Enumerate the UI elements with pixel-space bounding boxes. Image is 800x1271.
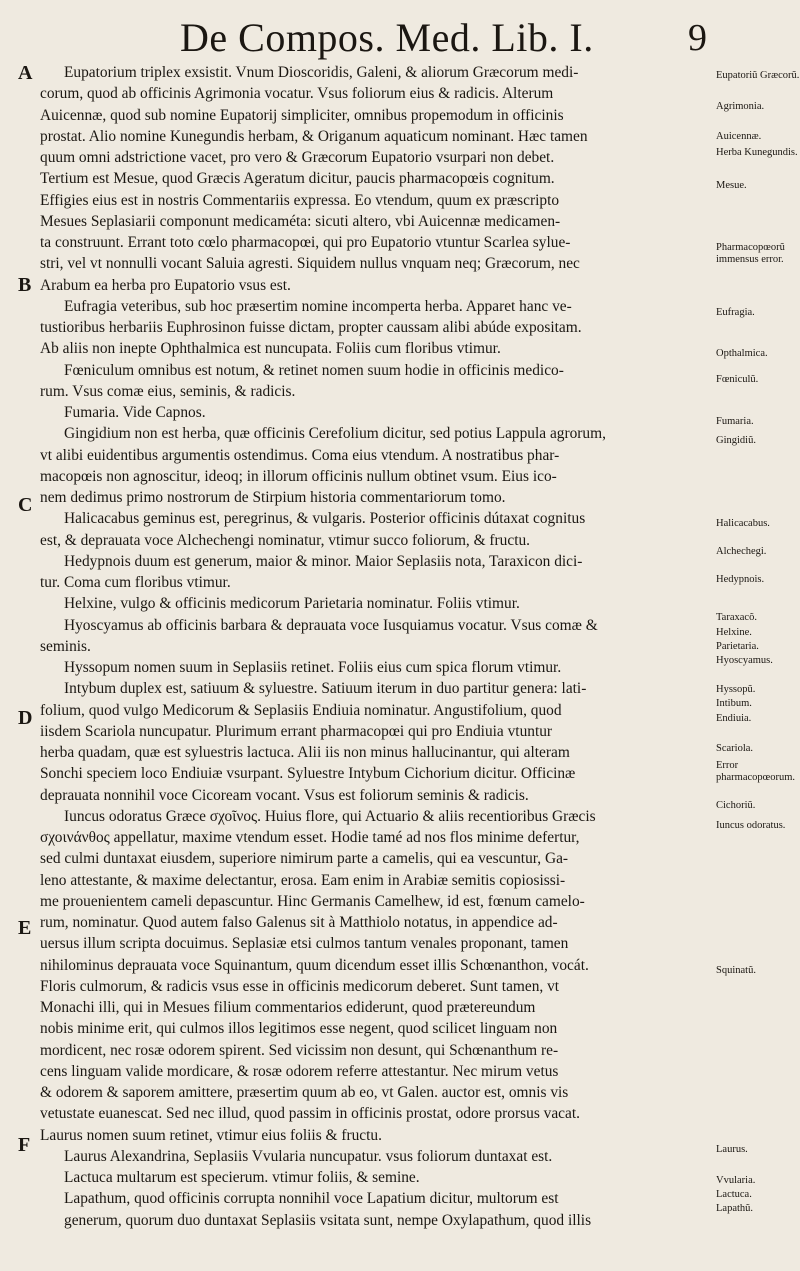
margin-note: Auicennæ.	[716, 131, 762, 142]
margin-note: Intibum.	[716, 698, 752, 709]
text-line: Eufragia veteribus, sub hoc præsertim nomine incomperta herba. Apparet hanc ve-	[64, 297, 572, 315]
text-line: Floris culmorum, & radicis vsus esse in officinis medicorum deberet. Sunt tamen, vt	[40, 977, 560, 995]
text-line: Auicennæ, quod sub nomine Eupatorij simpliciter, omnibus propemodum in officinis	[40, 106, 564, 124]
body-text	[40, 62, 712, 1252]
text-line: Laurus Alexandrina, Seplasiis Vvularia nuncupatur. vsus foliorum duntaxat est.	[64, 1147, 553, 1165]
page-number: 9	[688, 17, 707, 59]
text-line: generum, quorum duo duntaxat Seplasiis vsitata sunt, nempe Oxylapathum, quod illis	[64, 1211, 592, 1229]
text-line: prostat. Alio nomine Kunegundis herbam, & Origanum aquaticum nominant. Hæc tamen	[40, 127, 588, 145]
text-line: σχοινάνθος appellatur, maxime vtendum esset. Hodie tamé ad nos flos minime defertur,	[40, 829, 580, 846]
margin-note: Mesue.	[716, 180, 747, 191]
margin-note: Lactuca.	[716, 1189, 752, 1200]
text-line: tustioribus herbariis Euphrosinon fuisse dictam, propter caussam alibi abúde expositam.	[40, 319, 582, 336]
margin-note: Hyssopũ.	[716, 684, 756, 695]
margin-note: Iuncus odoratus.	[716, 820, 786, 831]
margin-note: Gingidiũ.	[716, 435, 756, 446]
margin-note: Halicacabus.	[716, 518, 770, 529]
margin-note: Herba Kunegundis.	[716, 147, 798, 158]
section-letter-d: D	[18, 707, 33, 729]
margin-note: Taraxacõ.	[716, 612, 757, 623]
text-line: Ab aliis non inepte Ophthalmica est nuncupata. Foliis cum floribus vtimur.	[40, 340, 501, 358]
section-letter-c: C	[18, 494, 33, 516]
text-line: leno attestante, & maxime delectantur, erosa. Eam enim in Arabiæ semitis copiosissi-	[40, 871, 566, 889]
margin-note: Laurus.	[716, 1144, 748, 1155]
text-line: Laurus nomen suum retinet, vtimur eius foliis & fructu.	[40, 1126, 382, 1144]
text-line: herba quadam, quæ est syluestris lactuca. Alii iis non minus hallucinantur, qui alteram	[40, 744, 570, 761]
margin-note: Hyoscyamus.	[716, 655, 773, 666]
margin-note: Parietaria.	[716, 641, 759, 652]
text-line: Mesues Seplasiarii componunt medicaméta: sicuti altero, vbi Auicennæ medicamen-	[40, 212, 561, 230]
margin-note: Alchechegi.	[716, 546, 767, 557]
margin-note: Fumaria.	[716, 416, 754, 427]
text-line	[40, 1231, 712, 1252]
margin-note: Eupatoriũ Græcorũ.	[716, 70, 800, 81]
text-line: Hyoscyamus ab officinis barbara & deprauata voce Iusquiamus vocatur. Vsus comæ &	[64, 616, 598, 634]
margin-note: Opthalmica.	[716, 348, 768, 359]
text-line: rum, nominatur. Quod autem falso Galenus sit à Matthiolo notatus, in appendice ad-	[40, 914, 558, 931]
margin-note: Hedypnois.	[716, 574, 765, 585]
text-line: nobis minime erit, qui culmos illos legitimos esse negent, quod scilicet linguam non	[40, 1020, 558, 1038]
text-line: Monachi illi, qui in Mesues filium commentarios ediderunt, quod prætereundum	[40, 999, 536, 1016]
text-line: Hedypnois duum est generum, maior & minor. Maior Seplasiis nota, Taraxicon dici-	[64, 552, 583, 570]
text-line: Gingidium non est herba, quæ officinis Cerefolium dicitur, sed potius Lappula agrorum,	[64, 425, 606, 443]
running-title: De Compos. Med. Lib. I.	[180, 15, 594, 60]
section-letter-b: B	[18, 274, 32, 296]
text-line: rum. Vsus comæ eius, seminis, & radicis.	[40, 382, 296, 400]
text-line: Fumaria. Vide Capnos.	[64, 404, 206, 421]
text-line: vetustate euanescat. Sed nec illud, quod passim in officinis prostat, odore prorsus vacat.	[40, 1105, 580, 1123]
text-line: nihilominus deprauata voce Squinantum, quum dicendum esset illis Schœnanthon, vocát.	[40, 956, 589, 974]
text-line: Intybum duplex est, satiuum & syluestre. Satiuum iterum in duo partitur genera: lati-	[64, 680, 587, 698]
page-header	[0, 14, 800, 62]
text-line: Iuncus odoratus Græce σχοῖνος. Huius flore, qui Actuario & aliis recentioribus Græcis	[64, 807, 596, 825]
margin-note: Squinatũ.	[716, 965, 756, 976]
text-line: est, & deprauata voce Alchechengi nominatur, vtimur succo foliorum, & fructu.	[40, 531, 531, 549]
text-line: Lapathum, quod officinis corrupta nonnihil voce Lapatium dicitur, multorum est	[64, 1190, 559, 1208]
margin-note: Lapathũ.	[716, 1203, 754, 1214]
text-line: Fœniculum omnibus est notum, & retinet nomen suum hodie in officinis medico-	[64, 361, 564, 379]
text-line: Lactuca multarum est specierum. vtimur foliis, & semine.	[64, 1169, 420, 1186]
text-line: me prouenientem cameli depascuntur. Hinc Germanis Camelhew, id est, fœnum camelo-	[40, 892, 585, 910]
text-line: nem dedimus primo nostrorum de Stirpium historia commentariorum tomo.	[40, 489, 506, 506]
text-line: tur. Coma cum floribus vtimur.	[40, 574, 231, 591]
text-line: Helxine, vulgo & officinis medicorum Parietaria nominatur. Foliis vtimur.	[64, 595, 520, 613]
text-line: ta construunt. Errant toto cœlo pharmacopœi, qui pro Eupatorio vtuntur Scarlea sylue-	[40, 234, 571, 251]
text-line: Eupatorium triplex exsistit. Vnum Dioscoridis, Galeni, & aliorum Græcorum medi-	[64, 64, 579, 81]
section-letter-f: F	[18, 1134, 31, 1156]
text-line: sed culmi duntaxat eiusdem, superiore nimirum parte a camelis, qui ea vescuntur, Ga-	[40, 850, 569, 868]
margin-note: Eufragia.	[716, 307, 755, 318]
margin-note: Scariola.	[716, 743, 754, 754]
text-line: Sonchi speciem loco Endiuiæ vsurpant. Syluestre Intybum Cichorium dicitur. Officinæ	[40, 765, 576, 783]
text-line: & odorem & saporem amittere, præsertim quum ab eo, vt Galen. auctor est, omnis vis	[40, 1084, 569, 1101]
text-line: vt alibi euidentibus argumentis ostendimus. Coma eius vtendum. A nostratibus phar-	[40, 446, 560, 464]
text-line: stri, vel vt nonnulli vocant Saluia agresti. Siquidem nullus vnquam neq; Græcorum, nec	[40, 255, 580, 273]
margin-note: Pharmacopœorũ immensus error.	[716, 242, 785, 265]
text-line: Halicacabus geminus est, peregrinus, & vulgaris. Posterior officinis dútaxat cognitus	[64, 510, 586, 528]
text-line: seminis.	[40, 637, 91, 655]
section-letter-e: E	[18, 917, 32, 939]
section-letter-a: A	[18, 62, 33, 84]
margin-note: Endiuia.	[716, 713, 752, 724]
text-line: Effigies eius est in nostris Commentariis expressa. Eo vtendum, quum ex præscripto	[40, 191, 560, 209]
margin-note: Fœniculũ.	[716, 374, 759, 385]
text-line: Hyssopum nomen suum in Seplasiis retinet. Foliis eius cum spica florum vtimur.	[64, 659, 562, 676]
text-line: uersus illum scripta docuimus. Seplasiæ etsi culmos tantum venales proponant, tamen	[40, 935, 569, 953]
text-line: deprauata nonnihil voce Cicoream vocant. Vsus est foliorum seminis & radicis.	[40, 786, 529, 804]
text-line: corum, quod ab officinis Agrimonia vocatur. Vsus foliorum eius & radicis. Alterum	[40, 85, 554, 103]
margin-note: Cichoriũ.	[716, 800, 756, 811]
margin-note: Error pharmacopœorum.	[716, 760, 796, 783]
text-line: folium, quod vulgo Medicorum & Seplasiis Endiuia nominatur. Angustifolium, quod	[40, 701, 562, 719]
margin-note: Helxine.	[716, 627, 752, 638]
text-line: macopœis non agnoscitur, ideoq; in illorum officinis nullum obtinet vsum. Eius ico-	[40, 467, 557, 485]
text-line: quum omni adstrictione vacet, pro vero & Græcorum Eupatorio vsurpari non debet.	[40, 149, 555, 166]
text-line: Arabum ea herba pro Eupatorio vsus est.	[40, 276, 291, 294]
margin-note: Agrimonia.	[716, 101, 765, 112]
text-line: mordicent, nec rosæ odorem spirent. Sed vicissim non desunt, qui Schœnanthum re-	[40, 1041, 559, 1059]
text-line: cens linguam valide mordicare, & rosæ odorem referre attestantur. Nec mirum vetus	[40, 1062, 559, 1080]
margin-note: Vvularia.	[716, 1175, 756, 1186]
text-line: Tertium est Mesue, quod Græcis Ageratum dicitur, paucis pharmacopœis cognitum.	[40, 170, 555, 188]
text-line: iisdem Scariola nuncupatur. Plurimum errant pharmacopœi qui pro Endiuia vtuntur	[40, 722, 553, 740]
